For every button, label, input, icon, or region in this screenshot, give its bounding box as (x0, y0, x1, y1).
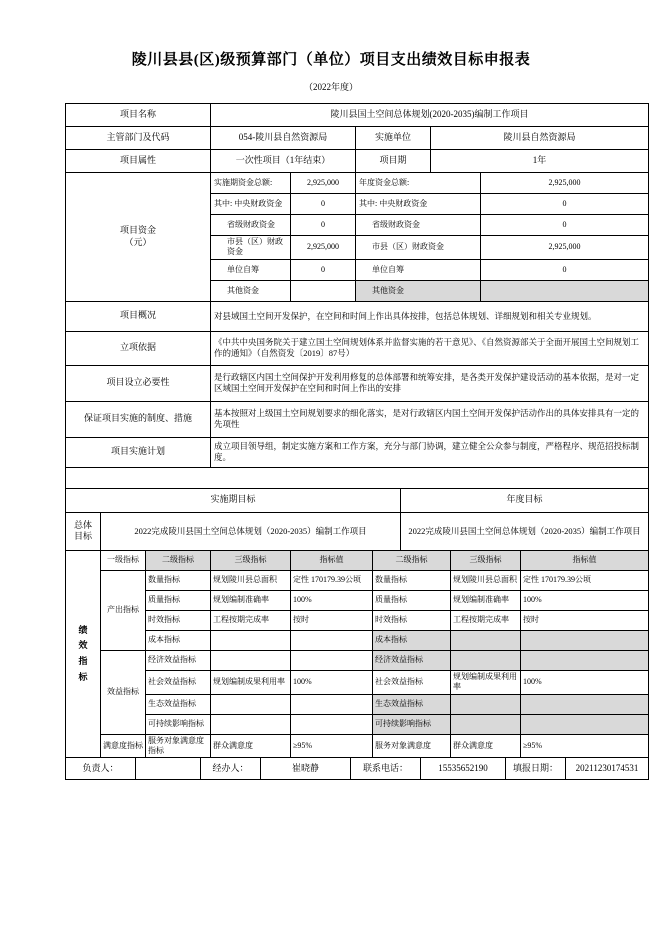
indicator-row (66, 570, 649, 590)
section-text: 成立项目领导组，制定实施方案和工作方案，充分与部门协调，建立健全公众参与制度，严格程序、规范招投标制度。 (211, 437, 649, 467)
indicators-table (65, 550, 649, 759)
page-title: 陵川县县(区)级预算部门（单位）项目支出绩效目标申报表 (131, 52, 531, 68)
funds-subrow-label: 其他资金 (356, 280, 481, 301)
overall-goal-label: 总体目标 (66, 512, 101, 550)
indicator-value (291, 630, 373, 650)
funds-subrow-value: 0 (481, 259, 649, 280)
funds-subrow-value (291, 280, 356, 301)
indicator-level2: 服务对象满意度 (373, 734, 451, 758)
indicator-level2: 服务对象满意度指标 (146, 734, 211, 758)
table-row (66, 104, 649, 127)
funds-subrow-label: 单位自筹 (356, 259, 481, 280)
period-label: 项目期 (356, 150, 431, 173)
indicator-level3: 群众满意度 (211, 734, 291, 758)
indicator-value (291, 650, 373, 670)
indicator-level3 (451, 694, 521, 714)
funds-label (66, 173, 211, 302)
indicator-header-value-left: 指标值 (291, 550, 373, 570)
indicator-level2: 经济效益指标 (373, 650, 451, 670)
indicator-value (521, 694, 649, 714)
funds-subrow-value: 0 (291, 215, 356, 236)
indicator-level3: 规划陵川县总面积 (211, 570, 291, 590)
funds-label-line2: （元） (124, 236, 152, 247)
funds-label-line1: 项目资金 (119, 225, 156, 236)
indicator-value: 按时 (521, 610, 649, 630)
department-label: 主管部门及代码 (66, 127, 211, 150)
indicator-level3 (451, 714, 521, 734)
funds-subrow-value (481, 280, 649, 301)
funds-subrow-value: 2,925,000 (481, 236, 649, 260)
section-row (66, 401, 649, 437)
indicator-level2: 时效指标 (373, 610, 451, 630)
leader-value (136, 758, 201, 780)
indicator-value (521, 650, 649, 670)
indicator-level2: 数量指标 (373, 570, 451, 590)
indicator-value: 100% (291, 670, 373, 694)
indicator-level3 (211, 650, 291, 670)
funds-subrow-label: 其中: 中央财政资金 (356, 194, 481, 215)
funds-subrow-value: 2,925,000 (481, 173, 649, 194)
period-value: 1年 (431, 150, 649, 173)
section-label: 立项依据 (66, 331, 211, 365)
goals-table (65, 488, 649, 551)
funds-subrow-label: 省级财政资金 (356, 215, 481, 236)
funds-subrow-value: 2,925,000 (291, 236, 356, 260)
section-label: 保证项目实施的制度、措施 (66, 401, 211, 437)
indicator-value: ≥95% (521, 734, 649, 758)
indicators-side-label-text: 绩效指标 (78, 624, 88, 682)
funds-subrow-label: 单位自筹 (211, 259, 291, 280)
funds-subrow-value: 2,925,000 (291, 173, 356, 194)
indicators-side-label (66, 550, 101, 758)
indicator-row (66, 734, 649, 758)
date-label: 填报日期： (506, 758, 566, 780)
handler-label: 经办人： (201, 758, 261, 780)
indicator-value (521, 714, 649, 734)
indicator-value: 100% (521, 590, 649, 610)
spacer-cell (66, 467, 649, 488)
indicator-level3: 群众满意度 (451, 734, 521, 758)
indicator-row (66, 650, 649, 670)
funds-subrow-value: 0 (291, 194, 356, 215)
indicator-level3 (211, 714, 291, 734)
indicator-level3: 规划编制成果利用率 (211, 670, 291, 694)
section-row (66, 301, 649, 331)
funds-subrow-label: 市县（区）财政资金 (356, 236, 481, 260)
indicator-value: 按时 (291, 610, 373, 630)
impl-unit-value: 陵川县自然资源局 (431, 127, 649, 150)
department-value: 054-陵川县自然资源局 (211, 127, 356, 150)
report-tables (65, 103, 648, 780)
funds-subrow-label: 实施期资金总额: (211, 173, 291, 194)
annual-goal-text: 2022完成陵川县国土空间总体规划（2020-2035）编制工作项目 (401, 512, 649, 550)
indicator-level3 (211, 694, 291, 714)
indicator-level2: 可持续影响指标 (146, 714, 211, 734)
impl-unit-label: 实施单位 (356, 127, 431, 150)
indicators-header-row (66, 550, 649, 570)
indicator-value: 100% (521, 670, 649, 694)
indicator-row (66, 630, 649, 650)
indicator-header-level3-left: 三级指标 (211, 550, 291, 570)
indicator-level2: 社会效益指标 (373, 670, 451, 694)
signature-row (66, 758, 649, 780)
section-row (66, 365, 649, 401)
indicator-level3 (211, 630, 291, 650)
table-row (66, 127, 649, 150)
section-label: 项目概况 (66, 301, 211, 331)
indicator-value: 定性 170179.39公顷 (291, 570, 373, 590)
section-text: 基本按照对上级国土空间规划要求的细化落实，是对行政辖区内国土空间开发保护活动作出的具体安排具有一定的先项性 (211, 401, 649, 437)
section-text: 《中共中央国务院关于建立国土空间规划体系并监督实施的若干意见》、《自然资源部关于全面开展国土空间规划工作的通知》（自然资发〔2019〕87号） (211, 331, 649, 365)
section-label: 项目实施计划 (66, 437, 211, 467)
indicator-level2: 成本指标 (373, 630, 451, 650)
goals-header-row (66, 488, 649, 512)
funds-subrow-label: 其他资金 (211, 280, 291, 301)
attribute-value: 一次性项目（1年结束） (211, 150, 356, 173)
section-text: 是行政辖区内国土空间保护开发利用修复的总体部署和统筹安排，是各类开发保护建设活动的基本依据，是对一定区域国土空间开发保护在空间和时间上作出的安排 (211, 365, 649, 401)
indicator-header-level2-right: 二级指标 (373, 550, 451, 570)
funds-subrow-label: 市县（区）财政资金 (211, 236, 291, 260)
handler-value: 崔晓静 (261, 758, 351, 780)
indicator-header-level3-right: 三级指标 (451, 550, 521, 570)
funds-subrow-value: 0 (291, 259, 356, 280)
funds-subrow-value: 0 (481, 194, 649, 215)
leader-label: 负责人： (66, 758, 136, 780)
date-value: 20211230174531 (566, 758, 649, 780)
indicator-level2: 数量指标 (146, 570, 211, 590)
signature-table (65, 757, 649, 780)
funds-subrow-label: 省级财政资金 (211, 215, 291, 236)
indicator-value: 定性 170179.39公顷 (521, 570, 649, 590)
project-name-value: 陵川县国土空间总体规划(2020-2035)编制工作项目 (211, 104, 649, 127)
indicator-value: 100% (291, 590, 373, 610)
indicator-group-benefit: 效益指标 (101, 650, 146, 734)
funds-row (66, 173, 649, 194)
page-subtitle: （2022年度） (303, 82, 358, 92)
indicator-level2: 成本指标 (146, 630, 211, 650)
funds-subrow-value: 0 (481, 215, 649, 236)
indicator-level3: 规划编制成果利用率 (451, 670, 521, 694)
indicator-header-level1: 一级指标 (101, 550, 146, 570)
phone-value: 15535652190 (421, 758, 506, 780)
indicator-level2: 社会效益指标 (146, 670, 211, 694)
spacer-row (66, 467, 649, 488)
table-row (66, 150, 649, 173)
goals-row (66, 512, 649, 550)
indicator-level2: 质量指标 (146, 590, 211, 610)
indicator-header-level2-left: 二级指标 (146, 550, 211, 570)
indicator-level2: 质量指标 (373, 590, 451, 610)
indicator-group-output: 产出指标 (101, 570, 146, 650)
indicator-value: ≥95% (291, 734, 373, 758)
attribute-label: 项目属性 (66, 150, 211, 173)
impl-period-goal-header: 实施期目标 (66, 488, 401, 512)
indicator-row (66, 694, 649, 714)
indicator-row (66, 610, 649, 630)
indicator-level2: 时效指标 (146, 610, 211, 630)
indicator-level3: 规划编制准确率 (451, 590, 521, 610)
section-row (66, 331, 649, 365)
indicator-row (66, 670, 649, 694)
annual-goal-header: 年度目标 (401, 488, 649, 512)
indicator-level2: 可持续影响指标 (373, 714, 451, 734)
phone-label: 联系电话： (351, 758, 421, 780)
indicator-level3: 规划陵川县总面积 (451, 570, 521, 590)
indicator-value (291, 714, 373, 734)
section-row (66, 437, 649, 467)
indicator-header-value-right: 指标值 (521, 550, 649, 570)
indicator-level3: 工程按期完成率 (211, 610, 291, 630)
project-info-table (65, 103, 649, 489)
indicator-level2: 生态效益指标 (373, 694, 451, 714)
indicator-level3 (451, 650, 521, 670)
indicator-level2: 经济效益指标 (146, 650, 211, 670)
indicator-value (521, 630, 649, 650)
project-name-label: 项目名称 (66, 104, 211, 127)
indicator-group-satisfaction: 满意度指标 (101, 734, 146, 758)
section-label: 项目设立必要性 (66, 365, 211, 401)
indicator-level3 (451, 630, 521, 650)
indicator-row (66, 714, 649, 734)
indicator-level3: 工程按期完成率 (451, 610, 521, 630)
indicator-level3: 规划编制准确率 (211, 590, 291, 610)
indicator-value (291, 694, 373, 714)
section-text: 对县域国土空间开发保护，在空间和时间上作出具体按排，包括总体规划、详细规划和相关专业规划。 (211, 301, 649, 331)
indicator-row (66, 590, 649, 610)
impl-period-goal-text: 2022完成陵川县国土空间总体规划（2020-2035）编制工作项目 (101, 512, 401, 550)
funds-subrow-label: 年度资金总额: (356, 173, 481, 194)
funds-subrow-label: 其中: 中央财政资金 (211, 194, 291, 215)
indicator-level2: 生态效益指标 (146, 694, 211, 714)
